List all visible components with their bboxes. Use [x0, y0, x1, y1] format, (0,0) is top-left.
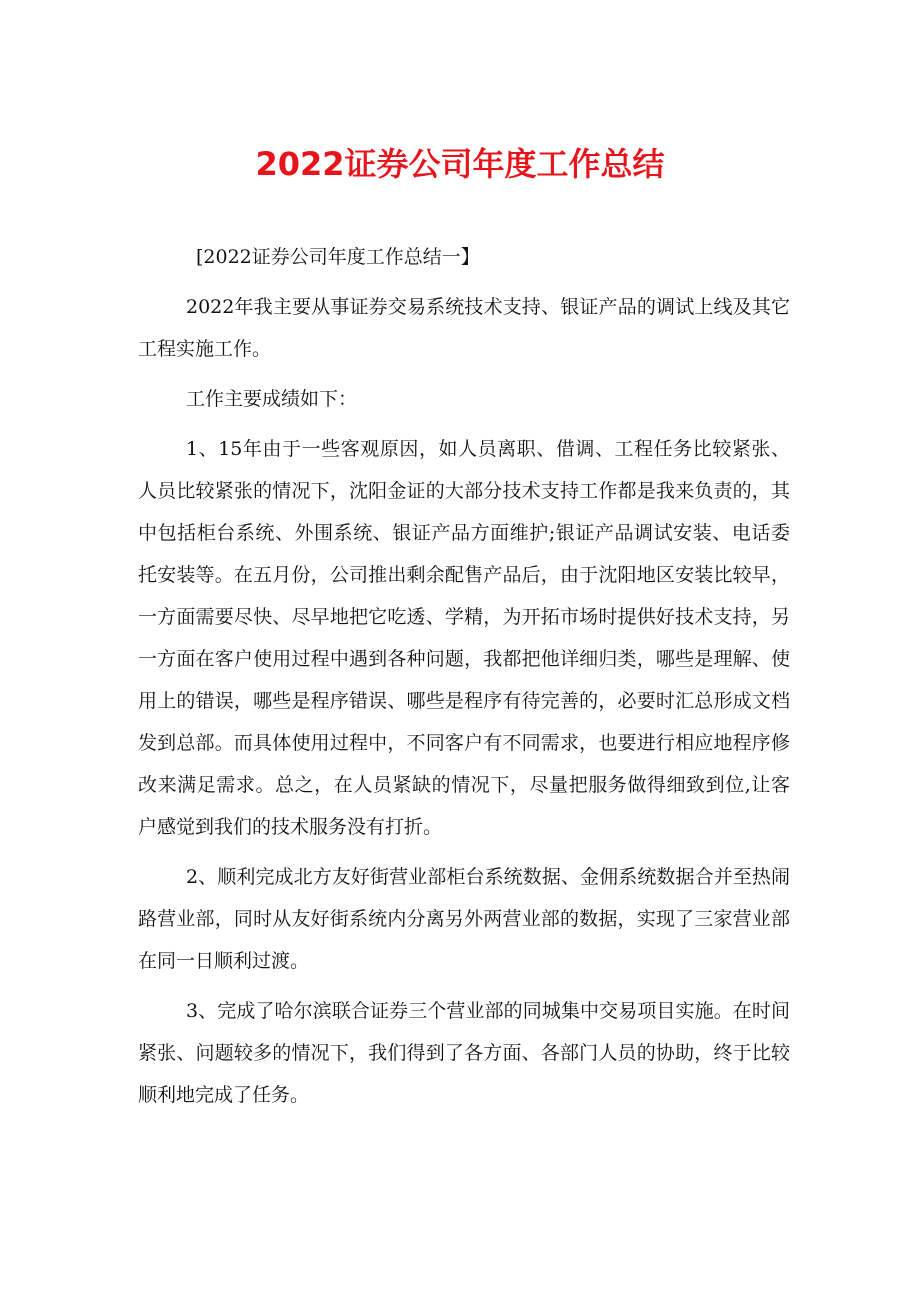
- paragraph-achievements-heading: 工作主要成绩如下：: [186, 388, 358, 410]
- paragraph-intro: 2022年我主要从事证券交易系统技术支持、银证产品的调试上线及其它工程实施工作。: [138, 296, 790, 360]
- paragraph-item-3: 3、完成了哈尔滨联合证券三个营业部的同城集中交易项目实施。在时间紧张、问题较多的情况下，我们得到了各方面、各部门人员的协助，终于比较顺利地完成了任务。: [138, 1000, 790, 1106]
- paragraph-item-2: 2、顺利完成北方友好街营业部柜台系统数据、金佣系统数据合并至热闹路营业部，同时从友好街系统内分离另外两营业部的数据，实现了三家营业部在同一日顺利过渡。: [138, 866, 790, 972]
- section-subheading: [2022证券公司年度工作总结一】: [196, 246, 480, 268]
- document-body: [138, 236, 790, 1124]
- document-title: 2022证券公司年度工作总结: [255, 145, 665, 183]
- paragraph-item-1: 1、15年由于一些客观原因，如人员离职、借调、工程任务比较紧张、人员比较紧张的情况下，沈阳金证的大部分技术支持工作都是我来负责的，其中包括柜台系统、外围系统、银证产品方面维护;银证产品调试安装、电话委托安装等。在五月份，公司推出剩余配售产品后，由于沈阳地区安装比较早，一方面需要尽快、尽早地把它吃透、学精，为开拓市场时提供好技术支持，另一方面在客户使用过程中遇到各种问题，我都把他详细归类，哪些是理解、使用上的错误，哪些是程序错误、哪些是程序有待完善的，必要时汇总形成文档发到总部。而具体使用过程中，不同客户有不同需求，也要进行相应地程序修改来满足需求。总之，在人员紧缺的情况下，尽量把服务做得细致到位,让客户感觉到我们的技术服务没有打折。: [138, 438, 790, 838]
